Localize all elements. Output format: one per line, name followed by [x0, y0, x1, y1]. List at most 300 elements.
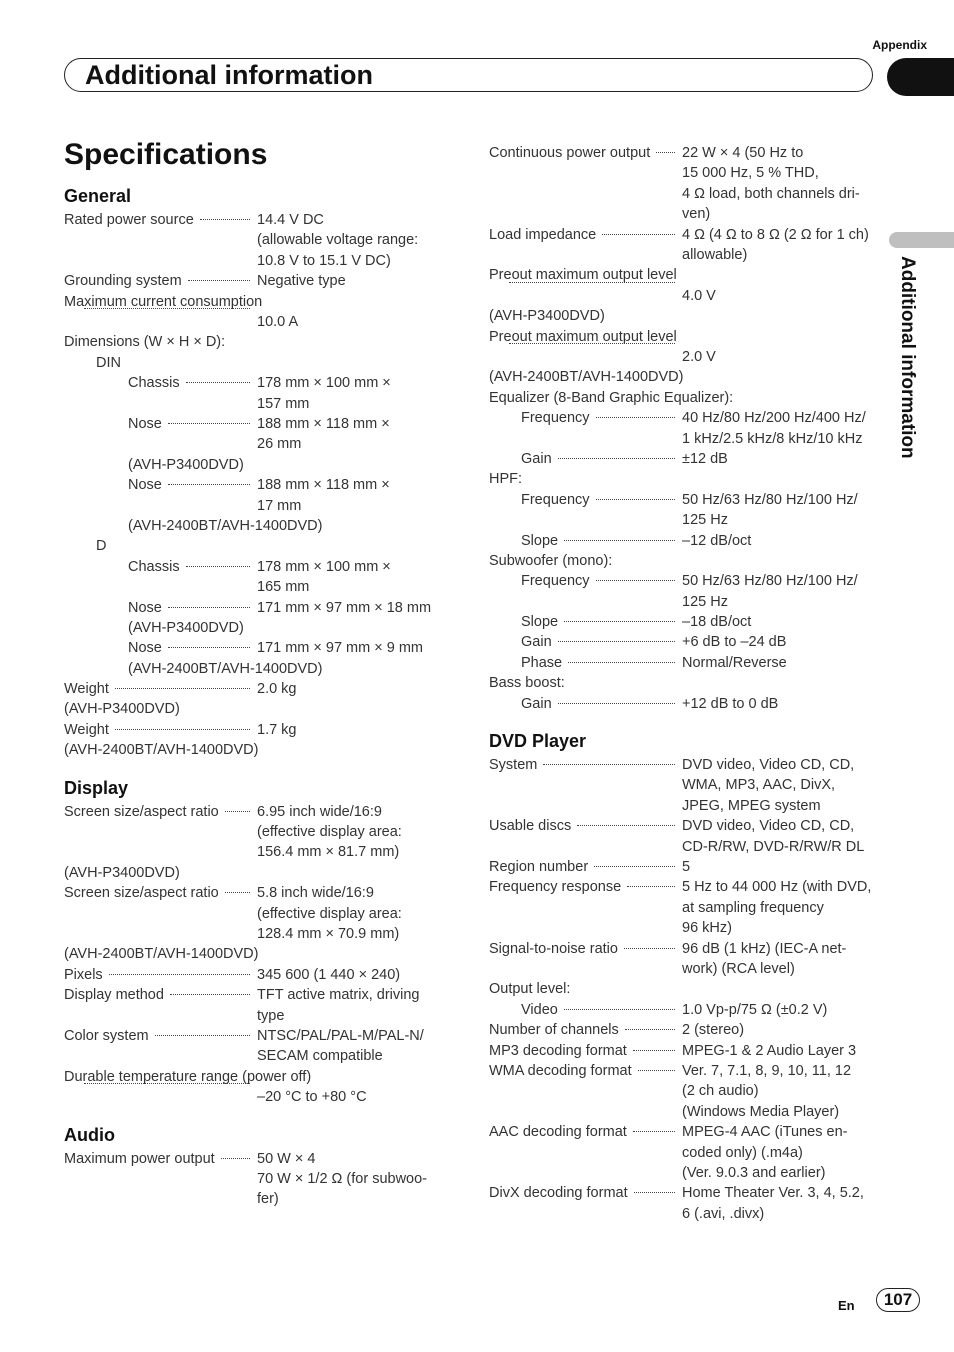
spec-value: [257, 638, 457, 658]
dot-leader: [221, 1158, 250, 1159]
spec-label-wrap: [64, 598, 254, 618]
spec-value-line: 50 W × 4: [257, 1150, 316, 1167]
spec-value-line: Normal/Reverse: [682, 654, 787, 671]
spec-value-line: CD-R/RW, DVD-R/RW/R DL: [682, 838, 865, 855]
spec-value-line: 4.0 V: [682, 287, 716, 304]
spec-value-line: Home Theater Ver. 3, 4, 5.2,: [682, 1185, 864, 1202]
dot-leader: [168, 607, 250, 608]
dot-leader: [558, 458, 675, 459]
spec-value-line: Ver. 7, 7.1, 8, 9, 10, 11, 12: [682, 1062, 852, 1079]
spec-value: [257, 598, 457, 618]
spec-label-wrap: [489, 673, 889, 693]
spec-label-wrap: [64, 516, 454, 536]
spec-label: Preout maximum output level: [489, 328, 677, 345]
spec-label: WMA decoding format: [489, 1062, 632, 1079]
spec-label: Output level:: [489, 981, 571, 998]
spec-value-line: 22 W × 4 (50 Hz to: [682, 145, 804, 161]
spec-value-line: 125 Hz: [682, 512, 728, 529]
spec-row: [64, 863, 454, 883]
section-heading-general: General: [64, 186, 132, 206]
spec-value-line: WMA, MP3, AAC, DivX,: [682, 777, 836, 794]
spec-value-line: 14.4 V DC: [257, 212, 324, 228]
spec-row: [489, 408, 889, 449]
banner-title: Additional information: [85, 60, 373, 90]
spec-value: [682, 286, 882, 306]
spec-value: [257, 475, 457, 516]
spec-value: [682, 1183, 882, 1224]
spec-value-line: fer): [257, 1191, 279, 1208]
spec-label: Grounding system: [64, 273, 182, 290]
spec-value-line: 2 (stereo): [682, 1022, 745, 1039]
spec-row: [489, 306, 889, 326]
spec-row: [489, 347, 889, 367]
spec-value-line: 171 mm × 97 mm × 9 mm: [257, 640, 423, 657]
spec-value-line: (allowable voltage range:: [257, 232, 419, 249]
spec-label-wrap: [489, 877, 679, 897]
spec-label-wrap: [489, 225, 679, 245]
spec-label: Phase: [521, 654, 563, 671]
spec-value-line: 1.7 kg: [257, 721, 297, 738]
spec-value-line: allowable): [682, 247, 748, 263]
dot-leader: [84, 1083, 250, 1084]
spec-value-line: (2 ch audio): [682, 1083, 759, 1100]
spec-label: Frequency: [521, 491, 590, 508]
spec-label-wrap: [64, 373, 254, 393]
spec-label-wrap: [489, 367, 889, 387]
spec-label: (AVH-2400BT/AVH-1400DVD): [128, 660, 323, 677]
spec-value-line: NTSC/PAL/PAL-M/PAL-N/: [257, 1027, 424, 1044]
spec-row: [489, 979, 889, 999]
spec-row: [489, 388, 889, 408]
dot-leader: [186, 566, 250, 567]
spec-row: [64, 618, 454, 638]
dot-leader: [168, 484, 250, 485]
spec-label-wrap: [489, 612, 679, 632]
spec-row: [64, 659, 454, 679]
spec-value-line: 70 W × 1/2 Ω (for subwoo-: [257, 1170, 428, 1187]
spec-label: Frequency response: [489, 879, 622, 896]
spec-value-line: 40 Hz/80 Hz/200 Hz/400 Hz/: [682, 410, 866, 427]
language-label: En: [838, 1298, 855, 1313]
spec-label-wrap: [489, 857, 679, 877]
spec-value: [257, 965, 457, 985]
spec-label-wrap: [64, 536, 454, 556]
spec-value: [257, 985, 457, 1026]
spec-label: Equalizer (8-Band Graphic Equalizer):: [489, 389, 734, 406]
spec-value-line: 178 mm × 100 mm ×: [257, 375, 391, 392]
spec-label: HPF:: [489, 471, 523, 488]
section-gap: [489, 714, 889, 728]
spec-row: [64, 944, 454, 964]
dot-leader: [558, 641, 675, 642]
spec-label: Maximum current consumption: [64, 293, 263, 310]
spec-label-wrap: [64, 1087, 254, 1088]
side-tab-label: Additional information: [897, 256, 918, 459]
dot-leader: [84, 308, 250, 309]
spec-row: [64, 679, 454, 699]
spec-label: Gain: [521, 450, 552, 467]
spec-row: [64, 699, 454, 719]
spec-label: Screen size/aspect ratio: [64, 885, 219, 902]
spec-row: [489, 632, 889, 652]
spec-label-wrap: [489, 1000, 679, 1020]
spec-label: Frequency: [521, 573, 590, 590]
spec-label-wrap: [489, 979, 889, 999]
spec-value-line: 157 mm: [257, 395, 310, 412]
spec-label-wrap: [489, 531, 679, 551]
gray-section-tab: [889, 232, 954, 248]
spec-label-wrap: [489, 1122, 679, 1142]
spec-value-line: 15 000 Hz, 5 % THD,: [682, 165, 819, 182]
spec-row: [489, 1061, 889, 1122]
spec-row: [64, 557, 454, 598]
spec-row: [489, 939, 889, 980]
spec-value-line: 6.95 inch wide/16:9: [257, 803, 382, 820]
spec-label-wrap: [64, 455, 454, 475]
spec-value-line: ven): [682, 206, 711, 223]
spec-row: [64, 638, 454, 658]
spec-value-line: 96 dB (1 kHz) (IEC-A net-: [682, 940, 847, 957]
spec-label: Nose: [128, 477, 162, 494]
spec-row: [489, 143, 889, 225]
spec-label-wrap: [489, 449, 679, 469]
spec-row: [489, 449, 889, 469]
spec-value-line: at sampling frequency: [682, 899, 824, 916]
spec-row: [64, 210, 454, 271]
spec-label: Load impedance: [489, 226, 597, 243]
spec-label: (AVH-2400BT/AVH-1400DVD): [489, 369, 684, 386]
spec-label: (AVH-P3400DVD): [64, 701, 180, 718]
dot-leader: [624, 948, 675, 949]
spec-value: [682, 694, 882, 714]
dot-leader: [186, 382, 250, 383]
spec-label-wrap: [64, 740, 454, 760]
spec-row: [489, 755, 889, 816]
spec-value: [257, 720, 457, 740]
spec-value: [257, 1149, 457, 1210]
black-section-tab: [887, 58, 954, 96]
spec-row: [64, 1026, 454, 1067]
dot-leader: [596, 417, 675, 418]
spec-value-line: Negative type: [257, 273, 346, 290]
spec-label: Usable discs: [489, 818, 572, 835]
spec-label: Chassis: [128, 375, 180, 392]
spec-label: System: [489, 757, 538, 774]
spec-row: [64, 598, 454, 618]
dot-leader: [115, 688, 250, 689]
section-gap: [64, 1108, 454, 1122]
spec-label: Signal-to-noise ratio: [489, 940, 618, 957]
right-column: [489, 143, 889, 1224]
spec-value-line: JPEG, MPEG system: [682, 797, 821, 814]
spec-value: [682, 490, 882, 531]
dot-leader: [634, 1192, 675, 1193]
spec-value-line: (Windows Media Player): [682, 1103, 840, 1120]
spec-value-line: DVD video, Video CD, CD,: [682, 818, 855, 835]
dot-leader: [155, 1035, 250, 1036]
spec-value-line: 345 600 (1 440 × 240): [257, 966, 401, 983]
spec-value: [682, 816, 882, 857]
spec-value: [682, 347, 882, 367]
spec-row: [64, 965, 454, 985]
spec-value-line: 1.0 Vp-p/75 Ω (±0.2 V): [682, 1001, 828, 1018]
spec-label: Preout maximum output level: [489, 267, 677, 284]
spec-value-line: 171 mm × 97 mm × 18 mm: [257, 599, 432, 616]
dot-leader: [170, 994, 250, 995]
spec-row: [489, 653, 889, 673]
spec-label-wrap: [489, 143, 679, 163]
spec-value: [257, 414, 457, 455]
spec-value-line: 165 mm: [257, 579, 310, 596]
spec-value-line: 178 mm × 100 mm ×: [257, 558, 391, 575]
dot-leader: [656, 152, 675, 153]
spec-value-line: 128.4 mm × 70.9 mm): [257, 926, 400, 943]
spec-value-line: 10.8 V to 15.1 V DC): [257, 252, 391, 269]
spec-label: AAC decoding format: [489, 1124, 627, 1141]
dot-leader: [638, 1070, 675, 1071]
spec-label-wrap: [489, 816, 679, 836]
spec-label-wrap: [64, 1149, 254, 1169]
spec-label-wrap: [64, 802, 254, 822]
spec-value-line: coded only) (.m4a): [682, 1144, 803, 1161]
spec-value-line: –20 °C to +80 °C: [257, 1089, 367, 1106]
spec-label-wrap: [64, 699, 454, 719]
spec-row: [489, 551, 889, 571]
spec-row: [489, 694, 889, 714]
spec-value: [257, 271, 457, 291]
spec-value: [682, 612, 882, 632]
spec-value-line: 156.4 mm × 81.7 mm): [257, 844, 400, 861]
spec-value-line: MPEG-4 AAC (iTunes en-: [682, 1124, 848, 1141]
spec-label-wrap: [64, 557, 254, 577]
appendix-label: Appendix: [872, 38, 927, 52]
spec-value-line: –12 dB/oct: [682, 532, 752, 549]
spec-label: Chassis: [128, 558, 180, 575]
spec-value-line: TFT active matrix, driving: [257, 987, 420, 1004]
spec-label: Slope: [521, 614, 559, 631]
dot-leader: [633, 1131, 675, 1132]
spec-label-wrap: [489, 286, 679, 287]
dot-leader: [509, 282, 675, 283]
spec-value: [682, 408, 882, 449]
spec-row: [64, 883, 454, 944]
spec-label-wrap: [64, 965, 254, 985]
spec-value: [257, 883, 457, 944]
spec-label-wrap: [489, 571, 679, 591]
spec-value-line: 5: [682, 859, 691, 876]
spec-value: [682, 1000, 882, 1020]
dot-leader: [109, 974, 250, 975]
spec-label-wrap: [64, 1026, 254, 1046]
spec-label: Continuous power output: [489, 145, 651, 161]
spec-label-wrap: [489, 939, 679, 959]
spec-value: [257, 802, 457, 863]
spec-value-line: 4 Ω load, both channels dri-: [682, 185, 860, 202]
spec-label: Frequency: [521, 410, 590, 427]
dot-leader: [188, 280, 250, 281]
spec-value-line: 96 kHz): [682, 920, 732, 937]
section-banner: [64, 58, 873, 92]
spec-row: [64, 720, 454, 740]
spec-value: [682, 1020, 882, 1040]
spec-label: Number of channels: [489, 1022, 619, 1039]
spec-value: [257, 557, 457, 598]
spec-label-wrap: [489, 490, 679, 510]
spec-value: [257, 210, 457, 271]
dot-leader: [577, 825, 675, 826]
spec-value-line: 50 Hz/63 Hz/80 Hz/100 Hz/: [682, 573, 858, 590]
spec-row: [64, 985, 454, 1026]
spec-row: [64, 740, 454, 760]
spec-row: [64, 475, 454, 516]
spec-label: MP3 decoding format: [489, 1042, 627, 1059]
spec-label-wrap: [64, 720, 254, 740]
spec-value-line: 188 mm × 118 mm ×: [257, 477, 390, 494]
spec-label: (AVH-2400BT/AVH-1400DVD): [64, 742, 259, 759]
dot-leader: [596, 580, 675, 581]
spec-label: Dimensions (W × H × D):: [64, 334, 226, 351]
spec-value-line: 188 mm × 118 mm ×: [257, 415, 390, 432]
spec-label: (AVH-2400BT/AVH-1400DVD): [64, 946, 259, 963]
spec-value-line: ±12 dB: [682, 450, 728, 467]
spec-value-line: 1 kHz/2.5 kHz/8 kHz/10 kHz: [682, 430, 863, 447]
spec-label: Nose: [128, 415, 162, 432]
spec-label: Gain: [521, 634, 552, 651]
spec-label-wrap: [489, 1061, 679, 1081]
spec-value-line: 2.0 kg: [257, 681, 297, 698]
spec-value: [257, 679, 457, 699]
dot-leader: [558, 703, 675, 704]
spec-label: Bass boost:: [489, 675, 565, 692]
spec-row: [489, 877, 889, 938]
spec-label: Durable temperature range (power off): [64, 1068, 312, 1085]
spec-row: [489, 469, 889, 489]
spec-row: [489, 490, 889, 531]
dot-leader: [627, 886, 675, 887]
spec-value: [682, 632, 882, 652]
spec-label: D: [96, 538, 107, 555]
spec-value-line: (effective display area:: [257, 824, 402, 841]
dot-leader: [568, 662, 675, 663]
dot-leader: [564, 540, 675, 541]
spec-value: [682, 531, 882, 551]
spec-value: [682, 877, 882, 938]
page-title: Specifications: [64, 138, 268, 171]
spec-label: Video: [521, 1001, 558, 1018]
section-gap: [64, 761, 454, 775]
dot-leader: [200, 219, 250, 220]
spec-value-line: (effective display area:: [257, 905, 402, 922]
spec-label: Nose: [128, 640, 162, 657]
dot-leader: [225, 811, 250, 812]
spec-label-wrap: [489, 653, 679, 673]
spec-row: [64, 271, 454, 291]
section-heading-display: Display: [64, 777, 129, 798]
spec-value: [257, 1026, 457, 1067]
spec-row: [489, 286, 889, 306]
spec-row: [64, 1087, 454, 1107]
dot-leader: [594, 866, 675, 867]
dot-leader: [509, 343, 675, 344]
spec-label-wrap: [64, 863, 454, 883]
spec-value: [682, 857, 882, 877]
spec-row: [489, 673, 889, 693]
spec-row: [64, 536, 454, 556]
dot-leader: [168, 647, 250, 648]
spec-value-line: MPEG-1 & 2 Audio Layer 3: [682, 1042, 857, 1059]
spec-label-wrap: [489, 347, 679, 348]
spec-label-wrap: [64, 332, 454, 352]
spec-value-line: +12 dB to 0 dB: [682, 695, 779, 712]
spec-label-wrap: [64, 883, 254, 903]
spec-value-line: +6 dB to –24 dB: [682, 634, 787, 651]
spec-value-line: 5 Hz to 44 000 Hz (with DVD,: [682, 879, 872, 896]
section-heading-audio: Audio: [64, 1124, 115, 1145]
dot-leader: [225, 892, 250, 893]
spec-label: (AVH-P3400DVD): [128, 619, 244, 636]
spec-label-wrap: [64, 679, 254, 699]
spec-label: Region number: [489, 859, 589, 876]
spec-label-wrap: [489, 1041, 679, 1061]
dot-leader: [115, 729, 250, 730]
spec-value-line: 4 Ω (4 Ω to 8 Ω (2 Ω for 1 ch): [682, 226, 869, 243]
spec-value-line: (Ver. 9.0.3 and earlier): [682, 1164, 826, 1181]
dot-leader: [633, 1050, 675, 1051]
spec-row: [64, 414, 454, 455]
spec-label: (AVH-2400BT/AVH-1400DVD): [128, 517, 323, 534]
spec-value-line: 6 (.avi, .divx): [682, 1205, 765, 1222]
spec-label-wrap: [64, 271, 254, 291]
spec-row: [64, 455, 454, 475]
spec-row: [64, 353, 454, 373]
spec-value: [682, 1061, 882, 1122]
spec-row: [489, 367, 889, 387]
page-number: 107: [876, 1288, 920, 1312]
spec-row: [64, 1149, 454, 1210]
spec-row: [489, 571, 889, 612]
spec-value-line: 10.0 A: [257, 313, 299, 330]
spec-value: [257, 1087, 457, 1107]
spec-label: Weight: [64, 681, 109, 698]
spec-row: [489, 857, 889, 877]
spec-row: [489, 531, 889, 551]
spec-value-line: –18 dB/oct: [682, 614, 752, 631]
spec-label: Maximum power output: [64, 1150, 215, 1167]
spec-value-line: work) (RCA level): [682, 961, 795, 977]
spec-row: [64, 332, 454, 352]
spec-label-wrap: [64, 210, 254, 230]
spec-row: [64, 312, 454, 332]
spec-label-wrap: [489, 1020, 679, 1040]
spec-label: (AVH-P3400DVD): [64, 864, 180, 881]
spec-value: [682, 755, 882, 816]
dot-leader: [564, 1009, 675, 1010]
spec-label: Slope: [521, 532, 559, 549]
section-heading-dvd-player: DVD Player: [489, 731, 587, 752]
spec-label-wrap: [489, 306, 889, 326]
spec-label-wrap: [489, 551, 889, 571]
spec-row: [489, 1020, 889, 1040]
dot-leader: [602, 234, 675, 235]
spec-label: Nose: [128, 599, 162, 616]
spec-label: Display method: [64, 987, 164, 1004]
spec-value-line: 5.8 inch wide/16:9: [257, 885, 374, 902]
spec-label: Subwoofer (mono):: [489, 552, 613, 569]
spec-row: [489, 816, 889, 857]
dot-leader: [625, 1029, 675, 1030]
spec-label-wrap: [64, 414, 254, 434]
spec-label-wrap: [64, 944, 454, 964]
